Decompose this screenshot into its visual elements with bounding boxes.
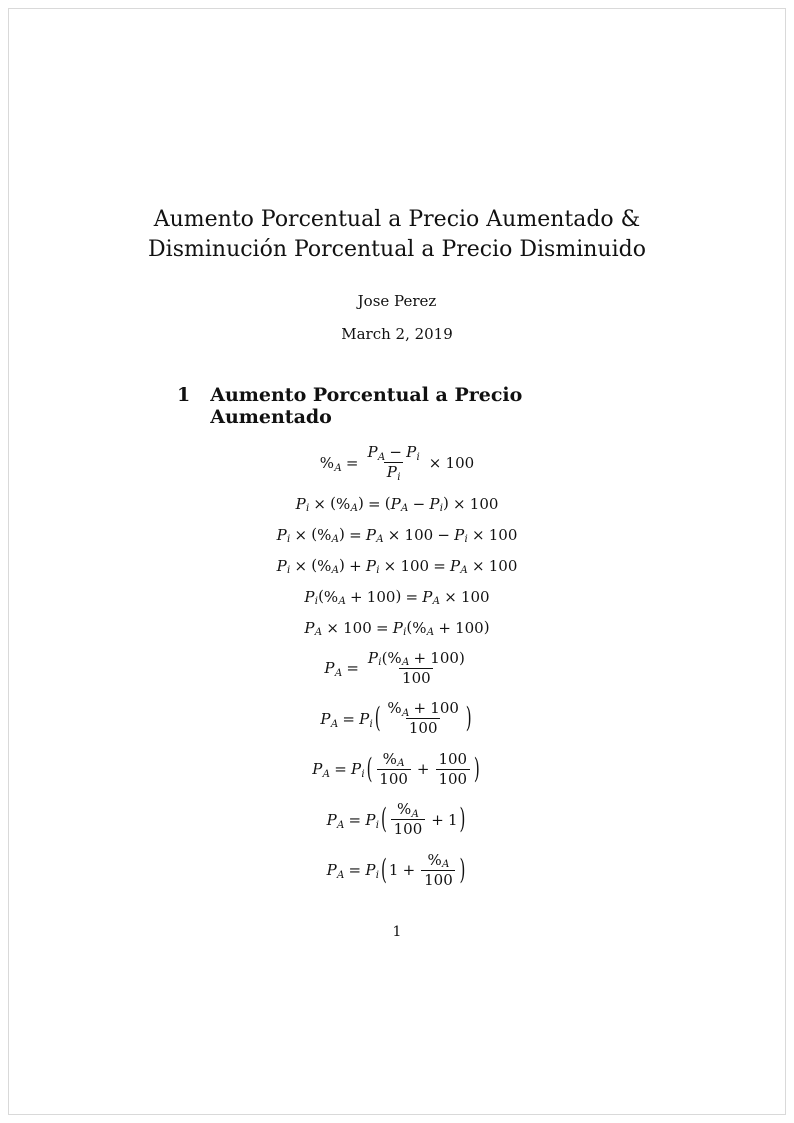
math-operator: × [428, 453, 442, 472]
math-number: 100 [366, 587, 396, 606]
math-number: 100 [430, 648, 459, 667]
math-symbol [320, 710, 338, 728]
math-operator: × [471, 556, 485, 575]
math-symbol [304, 588, 318, 606]
math-symbol [359, 710, 373, 728]
math-symbol-base: P [367, 443, 378, 461]
math-subscript: i [305, 503, 310, 515]
math-symbol-base: P [386, 463, 397, 482]
math-operator: + [402, 861, 416, 880]
math-fraction-numerator [394, 801, 421, 819]
math-symbol-base: % [427, 850, 442, 869]
open-paren: ( [380, 852, 387, 886]
math-subscript: A [314, 627, 323, 639]
math-symbol-base: P [326, 810, 337, 829]
doc-title-line-1: Aumento Porcentual a Precio Aumentado & [153, 207, 641, 232]
math-operator: + [413, 699, 427, 717]
math-subscript: i [464, 534, 468, 546]
close-paren: ) [339, 525, 345, 543]
math-number: 1 [388, 861, 399, 880]
math-subscript: A [331, 534, 340, 546]
close-paren: ) [465, 701, 472, 735]
math-number: 100 [404, 525, 434, 544]
equation-3 [277, 526, 518, 544]
math-symbol [350, 760, 365, 781]
close-paren: ) [357, 494, 364, 512]
math-symbol [391, 495, 409, 513]
equation-2 [296, 495, 499, 513]
math-symbol-base: P [392, 618, 403, 637]
math-paren-group [379, 852, 467, 890]
math-operator: × [294, 556, 308, 575]
equation-10 [327, 801, 468, 839]
math-subscript: A [334, 462, 342, 474]
math-operator: × [444, 587, 457, 606]
math-subscript: A [426, 627, 435, 639]
math-symbol-base: P [367, 648, 378, 667]
doc-title-line-2: Disminución Porcentual a Precio Disminuido [148, 237, 646, 262]
close-paren: ) [395, 587, 402, 605]
math-symbol-base: % [317, 525, 332, 544]
math-fraction-numerator [436, 751, 470, 769]
math-symbol-base: P [312, 760, 323, 779]
math-symbol [383, 751, 405, 768]
math-number: 100 [424, 870, 453, 889]
open-paren: ( [380, 802, 387, 836]
math-symbol [412, 619, 434, 637]
math-symbol [386, 463, 401, 484]
math-symbol-base: P [365, 525, 376, 544]
math-operator: = [348, 810, 362, 829]
equation-4 [277, 557, 518, 575]
math-fraction [391, 801, 425, 839]
math-operator: × [471, 525, 485, 544]
math-symbol-base: P [276, 525, 287, 544]
math-number: 100 [379, 769, 408, 788]
math-subscript: A [334, 668, 343, 680]
math-subscript: A [401, 657, 410, 669]
math-subscript: i [287, 534, 291, 546]
math-number: 100 [438, 749, 468, 768]
equation-1 [320, 444, 474, 482]
math-fraction-numerator [365, 650, 467, 668]
math-number: 100 [343, 618, 372, 637]
math-subscript: A [411, 808, 419, 820]
math-symbol [454, 526, 468, 544]
math-subscript: A [322, 769, 331, 781]
math-symbol-base: P [276, 556, 287, 575]
math-symbol-base: P [422, 587, 433, 606]
math-number: 100 [400, 556, 430, 575]
math-symbol [406, 444, 420, 461]
math-symbol-base: P [365, 810, 376, 829]
math-symbol-base: % [317, 556, 332, 575]
math-fraction-denominator [436, 769, 470, 788]
open-paren: ( [381, 648, 388, 667]
math-operator: = [405, 587, 419, 606]
math-paren-group [373, 700, 474, 738]
math-subscript: A [337, 819, 345, 831]
math-subscript: i [314, 596, 319, 608]
math-fraction-denominator [377, 769, 411, 788]
math-fraction [365, 444, 423, 482]
math-symbol-base: P [324, 659, 335, 678]
math-operator: + [350, 587, 363, 606]
math-subscript: i [416, 451, 420, 463]
math-operator: = [368, 494, 381, 513]
open-paren: ( [311, 556, 318, 574]
math-number: 100 [393, 820, 423, 839]
math-subscript: A [350, 503, 358, 515]
page-number: 1 [392, 924, 402, 940]
math-paren-group [379, 801, 467, 839]
math-symbol [296, 495, 310, 513]
section-number: 1 [177, 384, 191, 406]
math-symbol [317, 557, 339, 575]
math-symbol [387, 700, 409, 717]
math-subscript: i [378, 657, 382, 669]
math-fraction-numerator [385, 700, 462, 718]
open-paren: ( [318, 587, 324, 605]
open-paren: ( [366, 751, 373, 785]
math-subscript: A [330, 718, 339, 730]
open-paren: ( [330, 494, 337, 512]
equation-6 [304, 619, 489, 637]
math-paren-group [311, 557, 345, 575]
math-subscript: i [397, 472, 401, 484]
math-operator: = [334, 760, 347, 779]
section-title: Aumento Porcentual a Precio Aumentado [210, 384, 523, 428]
math-fraction [377, 751, 411, 789]
math-number: 100 [455, 618, 484, 637]
math-operator: − [437, 525, 450, 544]
math-fraction-numerator [425, 852, 452, 870]
math-subscript: A [331, 565, 340, 577]
math-number: 100 [488, 525, 518, 544]
math-operator: = [346, 659, 359, 678]
math-symbol [366, 557, 380, 575]
close-paren: ) [483, 618, 490, 636]
math-subscript: A [377, 451, 386, 463]
math-subscript: A [432, 596, 440, 608]
title-block [0, 205, 794, 343]
math-subscript: A [376, 534, 384, 546]
math-subscript: i [375, 870, 379, 882]
math-symbol-base: P [304, 587, 315, 606]
math-subscript: A [442, 859, 450, 871]
math-symbol [365, 861, 379, 882]
math-symbol [327, 811, 345, 829]
math-symbol [387, 650, 409, 667]
close-paren: ) [458, 648, 465, 667]
open-paren: ( [406, 618, 413, 636]
math-fraction [436, 751, 470, 789]
math-operator: × [294, 525, 308, 544]
math-subscript: i [403, 627, 407, 639]
math-operator: + [416, 760, 430, 779]
math-fraction-denominator [384, 462, 403, 484]
math-subscript: A [337, 870, 345, 882]
math-fraction-denominator [399, 668, 433, 687]
equation-8 [320, 700, 473, 738]
math-symbol [450, 557, 468, 575]
math-number: 100 [430, 699, 459, 717]
math-symbol [366, 526, 384, 544]
math-symbol-base: P [429, 494, 440, 513]
math-operator: = [375, 618, 389, 637]
math-symbol [367, 444, 385, 461]
open-paren: ( [374, 701, 381, 735]
math-number: 100 [460, 587, 490, 606]
math-subscript: i [376, 565, 380, 577]
math-symbol [312, 760, 331, 781]
math-symbol-base: P [365, 556, 376, 575]
math-operator: + [431, 810, 444, 829]
math-operator: + [349, 556, 362, 575]
math-paren-group [382, 650, 465, 667]
math-operator: + [438, 618, 451, 637]
math-symbol-base: P [350, 760, 362, 779]
close-paren: ) [339, 556, 345, 574]
math-subscript: i [369, 718, 373, 730]
math-fraction [421, 852, 455, 890]
close-paren: ) [473, 751, 480, 785]
math-symbol [393, 619, 407, 637]
math-fraction-denominator [406, 718, 440, 737]
math-number: 100 [438, 769, 468, 788]
math-symbol-base: P [304, 618, 315, 637]
math-operator: = [348, 861, 362, 880]
math-symbol [304, 619, 322, 637]
math-subscript: A [338, 596, 346, 608]
math-symbol [324, 659, 343, 680]
math-symbol [368, 650, 382, 667]
math-number: 100 [402, 668, 431, 687]
math-symbol [326, 861, 345, 882]
math-symbol [397, 801, 419, 818]
math-symbol [324, 588, 346, 606]
equation-9 [312, 751, 481, 789]
math-paren-group [385, 495, 449, 513]
math-symbol-base: P [320, 709, 331, 728]
math-operator: − [389, 443, 402, 461]
math-symbol-base: P [326, 861, 337, 880]
math-operator: + [413, 648, 427, 667]
math-symbol-base: % [336, 494, 351, 513]
math-subscript: i [361, 769, 365, 781]
math-symbol [320, 454, 342, 472]
math-operator: − [412, 494, 426, 513]
math-operator: × [387, 525, 401, 544]
math-symbol-base: P [365, 861, 376, 880]
close-paren: ) [442, 494, 449, 512]
math-symbol-base: P [454, 525, 465, 544]
math-fraction-denominator [421, 870, 455, 889]
math-symbol [429, 495, 443, 513]
math-fraction [365, 650, 467, 688]
equation-7 [324, 650, 469, 688]
math-operator: × [383, 556, 397, 575]
math-paren-group [406, 619, 489, 637]
close-paren: ) [459, 802, 466, 836]
author: Jose Perez [357, 292, 437, 310]
math-operator: = [342, 709, 355, 728]
math-symbol [336, 495, 358, 513]
math-symbol-base: % [319, 453, 335, 472]
math-subscript: i [375, 819, 379, 831]
math-number: 100 [469, 494, 499, 513]
math-symbol-base: P [359, 709, 370, 728]
math-symbol-base: % [387, 648, 402, 667]
math-fraction [385, 700, 462, 738]
math-number: 100 [408, 719, 438, 738]
equation-5 [304, 588, 489, 606]
math-symbol [427, 852, 449, 869]
math-paren-group [330, 495, 364, 513]
math-number: 100 [488, 556, 518, 575]
math-symbol-base: % [382, 749, 397, 768]
math-operator: = [345, 453, 359, 472]
math-symbol-base: % [323, 587, 339, 606]
math-fraction-denominator [391, 819, 425, 838]
math-operator: × [453, 494, 466, 513]
math-number: 1 [447, 810, 458, 829]
math-paren-group [365, 751, 482, 789]
math-symbol-base: P [406, 443, 417, 461]
math-paren-group [311, 526, 345, 544]
math-subscript: A [401, 707, 410, 719]
math-symbol [365, 811, 379, 829]
math-subscript: i [439, 503, 443, 515]
math-symbol [422, 588, 440, 606]
math-symbol-base: P [450, 556, 461, 575]
open-paren: ( [384, 494, 391, 512]
math-number: 100 [445, 453, 475, 472]
math-symbol-base: % [396, 800, 412, 818]
math-symbol-base: % [387, 699, 402, 717]
math-symbol-base: P [390, 494, 401, 513]
math-fraction-numerator [380, 751, 407, 769]
math-subscript: i [287, 565, 291, 577]
date: March 2, 2019 [341, 325, 453, 343]
math-subscript: A [401, 503, 409, 515]
equation-11 [327, 852, 468, 890]
math-subscript: A [397, 758, 405, 770]
math-paren-group [318, 588, 401, 606]
equations [0, 444, 794, 889]
math-operator: × [313, 494, 326, 513]
math-subscript: A [460, 565, 468, 577]
math-operator: × [326, 618, 339, 637]
math-symbol-base: % [412, 618, 427, 637]
math-operator: = [433, 556, 446, 575]
close-paren: ) [459, 852, 466, 886]
section-heading [0, 384, 794, 428]
open-paren: ( [311, 525, 318, 543]
math-symbol [277, 557, 291, 575]
math-operator: = [349, 525, 362, 544]
math-fraction-numerator [365, 444, 423, 462]
math-symbol-base: P [295, 494, 306, 513]
math-symbol [317, 526, 339, 544]
math-symbol [277, 526, 291, 544]
